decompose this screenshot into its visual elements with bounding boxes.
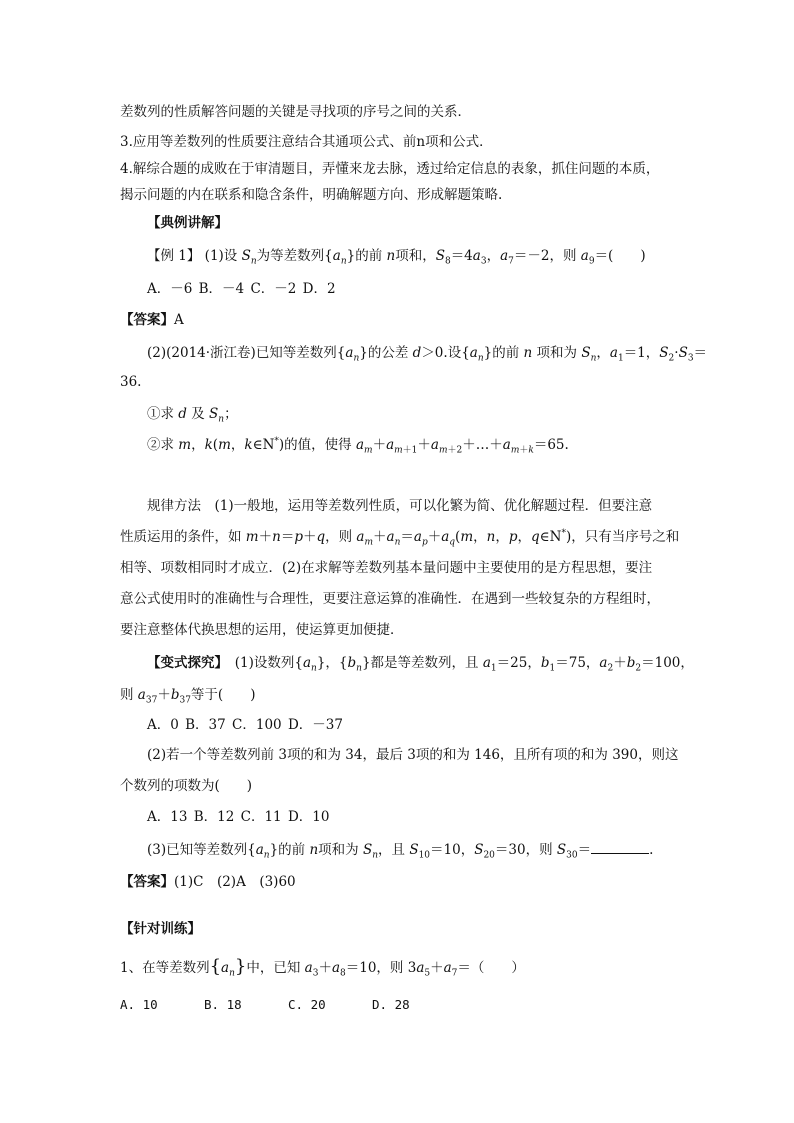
choice-d: D. 28: [372, 997, 410, 1012]
method-line-2: 性质运用的条件，如 m＋n＝p＋q，则 $a_m+a_n=a_p+a_q(m$，n，p，q∈N*)，只有当序号之和: [120, 528, 680, 548]
method-heading: 规律方法: [147, 498, 201, 514]
choice-a: A．0: [147, 717, 179, 733]
intro-item-4a: 4.解综合题的成败在于审清题目，弄懂来龙去脉，透过给定信息的表象，抓住问题的本质，: [120, 161, 660, 177]
variant-q3: (3)已知等差数列$\{a_n\}$的前 n项和为 $S_n$，且 $S_{10}=10$，$S_{20}=30$，则 $S_{30}=$ .: [147, 842, 654, 861]
choice-a: A．13: [147, 809, 188, 825]
method-line-1: 规律方法 (1)一般地，运用等差数列性质，可以化繁为简、优化解题过程．但要注意: [147, 498, 653, 514]
training-q1: 1、在等差数列$\{a_n\}$中，已知 $a_3+a_8=10$，则 $3a_5+a_7=$（ ）: [120, 956, 525, 979]
answer-value: A: [174, 312, 184, 328]
variant-q2-line-2: 个数列的项数为( ): [120, 778, 253, 794]
variant-q1: 【变式探究】 (1)设数列$\{a_n\}$，$\{b_n\}$都是等差数列，且 $a_1=25$，$b_1=75$，$a_2+b_2=100$，: [147, 655, 694, 674]
example-1-choices: [147, 280, 336, 298]
variant-q1-cont: 则 $a_{37}+b_{37}$等于( ): [120, 687, 256, 706]
variant-answers: [120, 873, 296, 891]
answer-label: 【答案】: [120, 312, 174, 328]
example-1-answer: [120, 311, 184, 329]
choice-d: D．10: [287, 809, 330, 825]
training-q1-choices: [120, 996, 456, 1014]
choice-a: A．－6: [147, 281, 193, 297]
intro-item-3: 3.应用等差数列的性质要注意结合其通项公式、前n项和公式．: [120, 134, 493, 150]
example-1-part2-result: 36.: [120, 374, 142, 390]
example-1-sub-2: ②求 m，k(m，k∈N*)的值，使得 $a_m+a_{m+1}+a_{m+2}+\dots+a_{m+k}=65$.: [147, 436, 569, 456]
choice-b: B．－4: [198, 281, 245, 297]
section-heading-examples: 【典例讲解】: [147, 215, 228, 231]
method-line-5: 要注意整体代换思想的运用，使运算更加便捷．: [120, 622, 404, 638]
choice-c: C. 20: [288, 997, 326, 1012]
choice-d: D．－37: [287, 717, 343, 733]
answer-label: 【答案】: [120, 874, 174, 890]
question-number: 1、: [120, 960, 143, 976]
example-1-tag: 【例 1】: [147, 248, 201, 264]
section-heading-variant: 【变式探究】: [147, 655, 222, 671]
choice-b: B．12: [193, 809, 235, 825]
method-part-2: (2)在求解等差数列基本量问题中主要使用的是方程思想，要注: [282, 560, 653, 576]
section-heading-training: 【针对训练】: [120, 921, 201, 937]
example-1-sub-1: ①求 d 及 $S_n$；: [147, 406, 238, 425]
variant-q1-choices: [147, 716, 343, 734]
choice-c: C．11: [240, 809, 282, 825]
method-line-4: 意公式使用时的准确性与合理性，更要注意运算的准确性．在遇到一些较复杂的方程组时，: [120, 591, 660, 607]
choice-b: B. 18: [204, 997, 242, 1012]
method-line-3: 相等、项数相同时才成立．(2)在求解等差数列基本量问题中主要使用的是方程思想，要注: [120, 560, 653, 576]
variant-q2-choices: [147, 808, 329, 826]
example-1-question: 【例 1】 (1)设 $S_n$为等差数列$\{a_n\}$的前 n项和，$S_8=4a_3$，$a_7=-2$，则 $a_9=$( ): [147, 248, 646, 267]
choice-b: B．37: [185, 717, 226, 733]
variant-q2-line-1: (2)若一个等差数列前 3项的和为 34，最后 3项的和为 146，且所有项的和为 390，则这: [147, 747, 679, 763]
answer-blank: [591, 841, 649, 854]
choice-c: C．－2: [250, 281, 297, 297]
choice-c: C．100: [232, 717, 282, 733]
intro-line-1: 差数列的性质解答问题的关键是寻找项的序号之间的关系．: [120, 104, 471, 120]
answer-values: (1)C (2)A (3)60: [174, 874, 296, 890]
choice-a: A. 10: [120, 997, 158, 1012]
intro-item-4b: 揭示问题的内在联系和隐含条件，明确解题方向、形成解题策略.: [120, 187, 503, 203]
part2-source: (2)(2014·浙江卷): [147, 345, 256, 361]
example-1-part2: (2)(2014·浙江卷)已知等差数列$\{a_n\}$的公差 d＞0.设$\{a_n\}$的前 n 项和为 $S_n$，$a_1=1$，$S_2\cdot S_3=$: [147, 345, 708, 364]
choice-d: D．2: [302, 281, 336, 297]
